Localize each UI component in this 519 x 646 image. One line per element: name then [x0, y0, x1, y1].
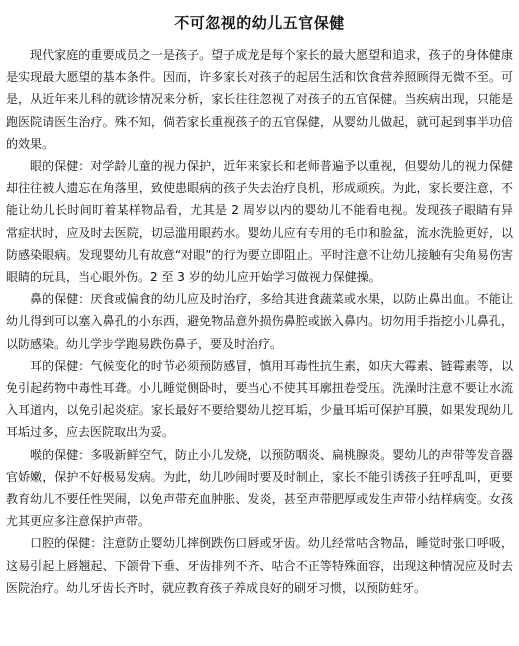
article-title: 不可忽视的幼儿五官保健: [174, 14, 345, 32]
paragraph-throat-care: 喉的保健：多吸新鲜空气，防止小儿发烧，以预防咽炎、扁桃腺炎。婴幼儿的声带等发音器官娇嫩，保护不好极易发病。为此，幼儿吵闹时要及时制止，家长不能引诱孩子狂呼乱叫，更要教育幼儿不要任性哭闹，以免声带充血肿胀、发炎，甚至声带肥厚或发生声带小结样病变。女孩尤其更应多注意保护声带。: [6, 447, 513, 529]
paragraph-nose-care: 鼻的保健：厌食或偏食的幼儿应及时治疗，多给其进食蔬菜或水果，以防止鼻出血。不能让幼儿得到可以塞入鼻孔的小东西，避免物品意外损伤鼻腔或嵌入鼻内。切勿用手指挖小儿鼻孔，以防感染。幼儿学步学跑易跌伤鼻子，要及时治疗。: [6, 292, 513, 351]
paragraph-mouth-care: 口腔的保健：注意防止婴幼儿摔倒跌伤口唇或牙齿。幼儿经常咕含物品，睡觉时张口呼吸，这易引起上唇翘起、下颌骨下垂、牙齿排列不齐、咕合不正等特殊面容，出现这种情况应及时去医院治疗。幼儿牙齿长齐时，就应教育孩子养成良好的刷牙习惯，以预防蛀牙。: [6, 536, 513, 595]
paragraph-ear-care: 耳的保健：气候变化的时节必须预防感冒，慎用耳毒性抗生素，如庆大霉素、链霉素等，以免引起药物中毒性耳聋。小儿睡觉侧卧时，要当心不使其耳廓扭卷受压。洗澡时注意不要让水流入耳道内，以免引起炎症。家长最好不要给婴幼儿挖耳垢，少量耳垢可保护耳膜，如果发现幼儿耳垢过多，应去医院取出为妥。: [6, 358, 513, 440]
article-body: [6, 44, 513, 599]
paragraph-eye-care: 眼的保健：对学龄儿童的视力保护，近年来家长和老师普遍予以重视，但婴幼儿的视力保健却往往被人遗忘在角落里，致使患眼病的孩子失去治疗良机，形成顽疾。为此，家长要注意，不能让幼儿长时间盯着某样物品看，尤其是 2 周岁以内的婴幼儿不能看电视。发现孩子眼睛有异常症状时，应及时去医院，切忌滥用眼药水。婴幼儿应有专用的毛巾和脸盆，流水洗脸更好，以防感染眼病。发现婴幼儿有故意“对眼”的行为要立即阻止。平时注意不让幼儿接触有尖角易伤害眼睛的玩具，当心眼外伤。2 至 3 岁的幼儿应开始学习做视力保健操。: [6, 159, 513, 285]
paragraph-intro: 现代家庭的重要成员之一是孩子。望子成龙是每个家长的最大愿望和追求，孩子的身体健康是实现最大愿望的基本条件。因而，许多家长对孩子的起居生活和饮食营养照顾得无微不至。可是，从近年来儿科的就诊情况来分析，家长往往忽视了对孩子的五官保健。当疾病出现，只能是跑医院请医生治疗。殊不知，倘若家长重视孩子的五官保健，从婴幼儿做起，就可起到事半功倍的效果。: [6, 48, 513, 151]
